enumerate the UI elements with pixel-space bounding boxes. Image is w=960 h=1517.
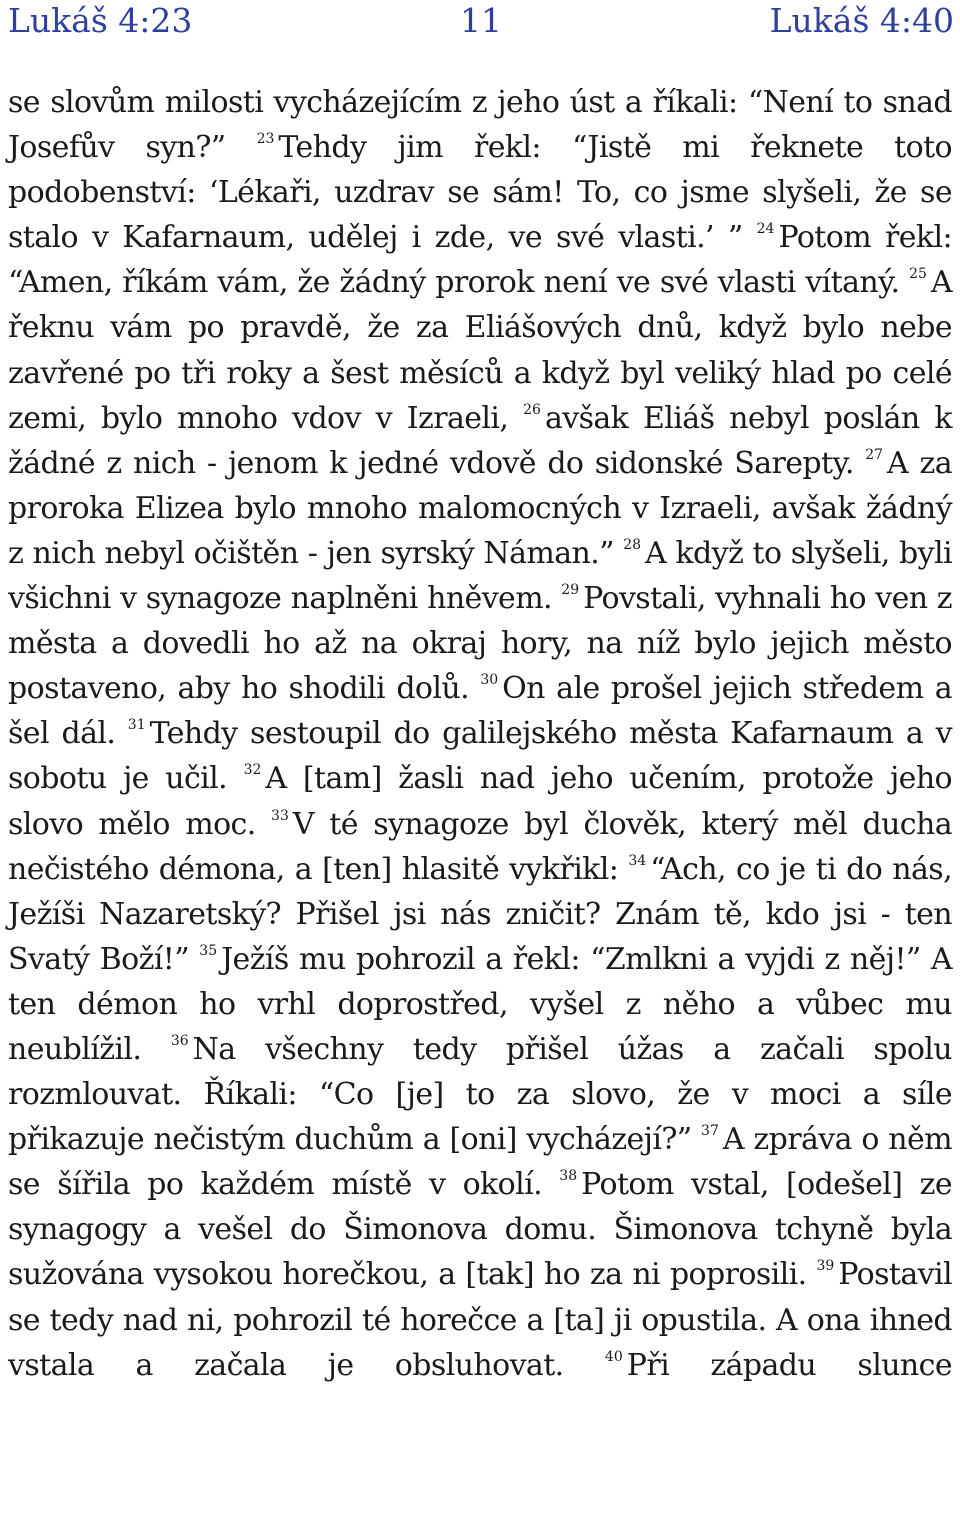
verse-text: Tehdy jim řekl: “Jistě mi řeknete toto podobenství: ‘Lékaři, uzdrav se sám! To, co jsme slyšeli, že se stalo v Kafarnaum, udělej i zde, ve své vlasti.’ ” [8,130,952,256]
verse-text: Tehdy sestoupil do galilejského města Kafarnaum a v sobotu je učil. [8,716,952,797]
verse-text: Ježíš mu pohrozil a řekl: “Zmlkni a vyjdi z něj!” A ten démon ho vrhl doprostřed, vyšel z něho a vůbec mu neublížil. [8,941,952,1067]
verse-text: Povstali, vyhnali ho ven z města a dovedli ho až na okraj hory, na níž bylo jejich město postaveno, aby ho shodili dolů. [8,581,952,707]
verse-text: Na všechny tedy přišel úžas a začali spolu rozmlouvat. Říkali: “Co [je] to za slovo, že v moci a síle přikazuje nečistým duchům a [oni] vycházejí?” [8,1031,953,1158]
verse-text: Potom vstal, [odešel] ze synagogy a vešel do Šimonova domu. Šimonova tchyně byla sužována vysokou horečkou, a [tak] ho za ni poprosili. [8,1167,953,1293]
verse-text: avšak Eliáš nebyl poslán k žádné z nich - jenom k jedné vdově do sidonské Sarepty. [8,400,952,481]
verse-text: Postavil se tedy nad ni, pohrozil té horečce a [ta] ji opustila. A ona ihned vstala a začala je obsluhovat. [8,1257,952,1383]
verse-number: 31 [127,717,146,734]
verse-text: A za proroka Elizea bylo mnoho malomocných v Izraeli, avšak žádný z nich nebyl očištěn - jen syrský Náman.” [8,445,952,571]
verse-text: “Ach, co je ti do nás, Ježíši Nazaretský? Přišel jsi nás zničit? Znám tě, kdo jsi - ten Svatý Boží!” [8,851,953,977]
verse-number: 27 [865,446,884,463]
verse-number: 38 [559,1168,578,1185]
verse-text: A když to slyšeli, byli všichni v synagoze naplněni hněvem. [8,535,953,617]
verse-number: 29 [561,582,580,599]
verse-number: 30 [480,672,499,689]
verse-text: A řeknu vám po pravdě, že za Eliášových dnů, když bylo nebe zavřené po tři roky a šest měsíců a když byl veliký hlad po celé zemi, bylo mnoho vdov v Izraeli, [8,265,952,436]
verse-number: 28 [623,536,642,553]
verse-number: 40 [604,1348,623,1365]
verse-text: V té synagoze byl člověk, který měl ducha nečistého démona, a [ten] hlasitě vykřikl: [8,806,953,887]
verse-text: Při západu slunce [626,1347,952,1383]
verse-number: 32 [243,762,262,779]
verse-number: 26 [523,401,541,418]
verse-number: 37 [701,1123,719,1140]
header-end-reference: Lukáš 4:40 [769,1,954,40]
verse-text: Potom řekl: “Amen, říkám vám, že žádný prorok není ve své vlasti vítaný. [8,220,953,301]
verse-number: 34 [628,852,647,869]
verse-number: 24 [756,221,775,238]
verse-number: 35 [199,942,218,959]
verse-text: A zpráva o něm se šířila po každém místě v okolí. [8,1122,953,1203]
verse-number: 36 [170,1032,189,1049]
verse-number: 23 [256,131,275,148]
intro-text: se slovům milosti vycházejícím z jeho úst a říkali: “Není to snad Josefův syn?” [8,85,952,166]
scripture-text [8,80,952,1388]
verse-number: 25 [909,266,927,283]
page-header [8,0,954,50]
verse-number: 39 [816,1258,835,1275]
verse-text: A [tam] žasli nad jeho učením, protože jeho slovo mělo moc. [8,761,953,842]
verse-text: On ale prošel jejich středem a šel dál. [8,671,952,752]
header-start-reference: Lukáš 4:23 [8,1,193,40]
page-number: 11 [460,1,502,40]
verse-number: 33 [271,807,289,824]
